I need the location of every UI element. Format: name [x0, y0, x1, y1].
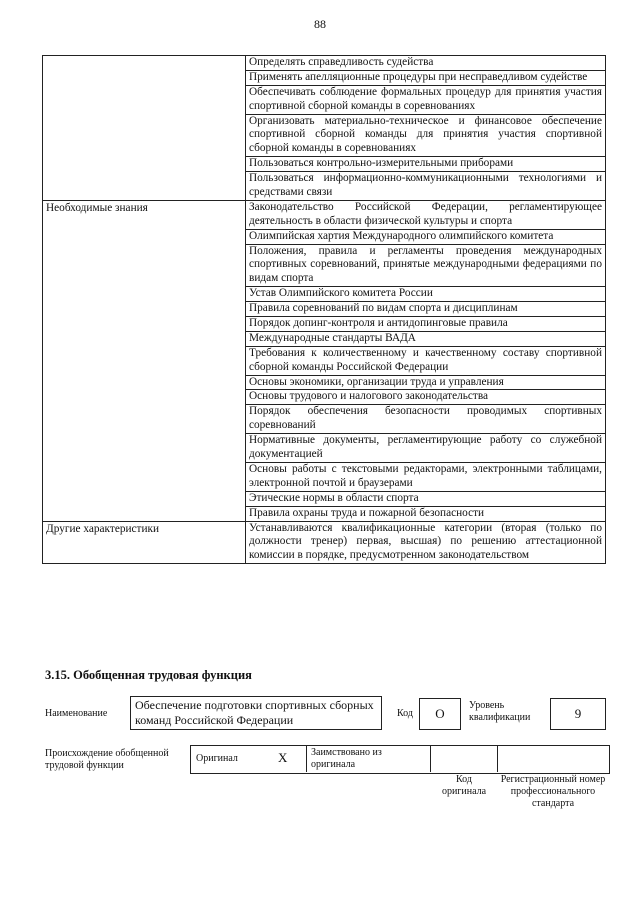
knowledge-item: Требования к количественному и качественному составу спортивной сборной команды Российской Федерации	[246, 347, 605, 376]
skill-item: Пользоваться контрольно-измерительными приборами	[246, 157, 605, 172]
origin-label: Происхождение обобщенной трудовой функции	[45, 748, 169, 771]
name-label: Наименование	[45, 708, 108, 719]
knowledge-item: Этические нормы в области спорта	[246, 492, 605, 507]
knowledge-items-cell	[246, 200, 606, 521]
original-mark: X	[278, 750, 288, 765]
knowledge-item: Устав Олимпийского комитета России	[246, 287, 605, 302]
knowledge-item: Основы работы с текстовыми редакторами, электронными таблицами, электронной почтой и браузерами	[246, 463, 605, 492]
skill-item: Обеспечивать соблюдение формальных процедур для принятия участия спортивной сборной команды в соревнованиях	[246, 86, 605, 115]
labor-function-table	[42, 55, 606, 564]
function-name-value: Обеспечение подготовки спортивных сборных команд Российской Федерации	[130, 696, 382, 730]
knowledge-row	[43, 200, 606, 521]
other-row	[43, 521, 606, 564]
other-label: Другие характеристики	[43, 521, 246, 564]
code-original-caption: Код оригинала	[441, 774, 487, 797]
level-label: Уровень квалификации	[469, 700, 531, 723]
knowledge-item: Порядок допинг-контроля и антидопинговые правила	[246, 317, 605, 332]
section-title: 3.15. Обобщенная трудовая функция	[45, 668, 252, 682]
knowledge-item: Правила соревнований по видам спорта и дисциплинам	[246, 302, 605, 317]
level-value: 9	[550, 698, 606, 730]
borrowed-label: Заимствовано из оригинала	[311, 747, 382, 770]
knowledge-item: Законодательство Российской Федерации, регламентирующее деятельность в области физической культуры и спорта	[246, 201, 605, 230]
original-label: Оригинал	[196, 753, 238, 764]
page-number: 88	[314, 17, 326, 31]
other-characteristics-text: Устанавливаются квалификационные категории (вторая (только по должности тренер) первая, высшая) по решению аттестационной комиссии в порядке, предусмотренном законодательством	[249, 521, 602, 562]
skills-row	[43, 56, 606, 201]
other-items-cell	[246, 521, 606, 564]
skill-item: Применять апелляционные процедуры при несправедливом судействе	[246, 71, 605, 86]
skills-label-cell	[43, 56, 246, 201]
knowledge-item: Международные стандарты ВАДА	[246, 332, 605, 347]
knowledge-item: Основы экономики, организации труда и управления	[246, 376, 605, 391]
divider	[306, 745, 307, 772]
code-label: Код	[397, 708, 413, 719]
skill-item: Определять справедливость судейства	[246, 56, 605, 71]
skill-item: Пользоваться информационно-коммуникационными технологиями и средствами связи	[249, 172, 602, 199]
knowledge-label: Необходимые знания	[43, 200, 246, 521]
knowledge-item: Олимпийская хартия Международного олимпийского комитета	[246, 230, 605, 245]
knowledge-item: Правила охраны труда и пожарной безопасности	[249, 506, 485, 519]
knowledge-item: Порядок обеспечения безопасности проводимых спортивных соревнований	[246, 405, 605, 434]
code-value: O	[419, 698, 461, 730]
knowledge-item: Нормативные документы, регламентирующие работу со служебной документацией	[246, 434, 605, 463]
registration-number-caption: Регистрационный номер профессионального стандарта	[500, 774, 606, 809]
skills-items-cell	[246, 56, 606, 201]
divider	[497, 745, 498, 772]
knowledge-item: Основы трудового и налогового законодательства	[246, 390, 605, 405]
divider	[430, 745, 431, 772]
skill-item: Организовать материально-техническое и финансовое обеспечение спортивной сборной команды для принятия участия спортивной сборной команды в соревнованиях	[246, 115, 605, 158]
knowledge-item: Положения, правила и регламенты проведения международных спортивных соревнований, принятые международными федерациями по видам спорта	[246, 245, 605, 288]
